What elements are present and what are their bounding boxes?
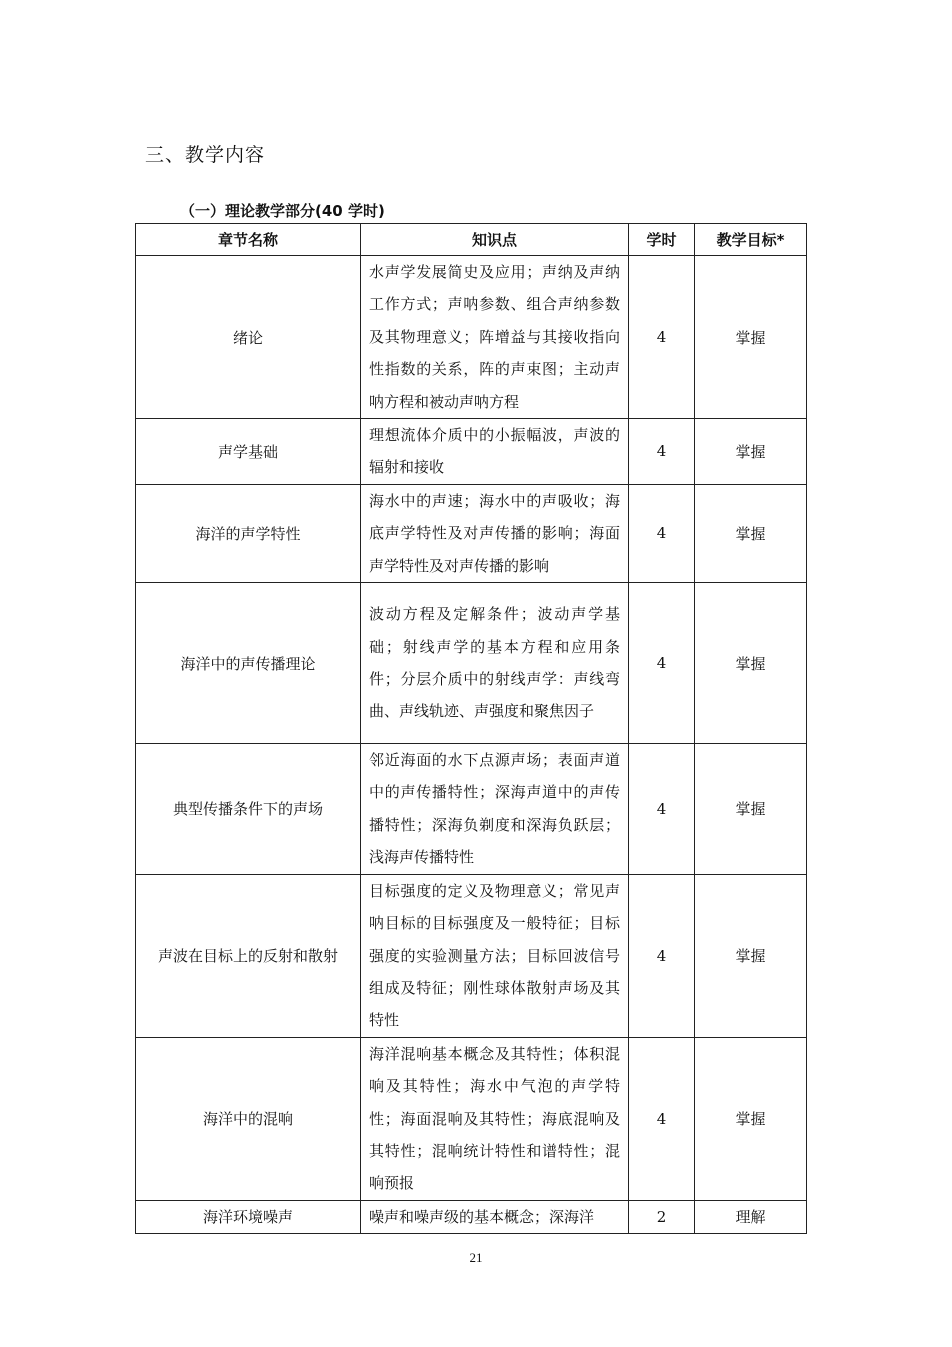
table-row (136, 419, 807, 485)
table-row (136, 874, 807, 1037)
knowledge-cell: 理想流体介质中的小振幅波，声波的辐射和接收 (361, 419, 629, 485)
chapter-cell: 海洋的声学特性 (136, 484, 361, 582)
chapter-cell: 声学基础 (136, 419, 361, 485)
chapter-cell: 绪论 (136, 256, 361, 419)
knowledge-cell: 海洋混响基本概念及其特性；体积混响及其特性；海水中气泡的声学特性；海面混响及其特性；海底混响及其特性；混响统计特性和谱特性；混响预报 (361, 1037, 629, 1200)
knowledge-cell: 邻近海面的水下点源声场；表面声道中的声传播特性；深海声道中的声传播特性；深海负剃度和深海负跃层；浅海声传播特性 (361, 744, 629, 875)
chapter-cell: 典型传播条件下的声场 (136, 744, 361, 875)
goal-cell: 掌握 (695, 419, 807, 485)
hours-cell: 4 (629, 256, 695, 419)
header-knowledge: 知识点 (361, 224, 629, 256)
table-row (136, 1037, 807, 1200)
table-row (136, 744, 807, 875)
hours-cell: 4 (629, 744, 695, 875)
hours-cell: 4 (629, 583, 695, 744)
knowledge-cell: 目标强度的定义及物理意义；常见声呐目标的目标强度及一般特征；目标强度的实验测量方法；目标回波信号组成及特征；刚性球体散射声场及其特性 (361, 874, 629, 1037)
knowledge-cell: 噪声和噪声级的基本概念；深海洋 (361, 1200, 629, 1233)
sub-title: （一）理论教学部分(40 学时) (180, 202, 385, 220)
hours-cell: 2 (629, 1200, 695, 1233)
goal-cell: 掌握 (695, 744, 807, 875)
chapter-cell: 声波在目标上的反射和散射 (136, 874, 361, 1037)
goal-cell: 掌握 (695, 1037, 807, 1200)
syllabus-table (135, 223, 807, 1234)
knowledge-cell: 波动方程及定解条件；波动声学基础；射线声学的基本方程和应用条件；分层介质中的射线声学：声线弯曲、声线轨迹、声强度和聚焦因子 (361, 583, 629, 744)
header-goal: 教学目标* (695, 224, 807, 256)
table-header-row (136, 224, 807, 256)
hours-cell: 4 (629, 1037, 695, 1200)
goal-cell: 掌握 (695, 484, 807, 582)
knowledge-cell: 海水中的声速；海水中的声吸收；海底声学特性及对声传播的影响；海面声学特性及对声传播的影响 (361, 484, 629, 582)
goal-cell: 掌握 (695, 256, 807, 419)
table-row (136, 583, 807, 744)
goal-cell: 理解 (695, 1200, 807, 1233)
table-row (136, 256, 807, 419)
table-row (136, 484, 807, 582)
section-title: 三、教学内容 (145, 144, 266, 166)
chapter-cell: 海洋环境噪声 (136, 1200, 361, 1233)
header-chapter: 章节名称 (136, 224, 361, 256)
knowledge-cell: 水声学发展简史及应用；声纳及声纳工作方式；声呐参数、组合声纳参数及其物理意义；阵增益与其接收指向性指数的关系，阵的声束图；主动声呐方程和被动声呐方程 (361, 256, 629, 419)
chapter-cell: 海洋中的混响 (136, 1037, 361, 1200)
goal-cell: 掌握 (695, 583, 807, 744)
header-hours: 学时 (629, 224, 695, 256)
table-row (136, 1200, 807, 1233)
hours-cell: 4 (629, 419, 695, 485)
hours-cell: 4 (629, 484, 695, 582)
page-number: 21 (469, 1250, 483, 1265)
chapter-cell: 海洋中的声传播理论 (136, 583, 361, 744)
goal-cell: 掌握 (695, 874, 807, 1037)
hours-cell: 4 (629, 874, 695, 1037)
